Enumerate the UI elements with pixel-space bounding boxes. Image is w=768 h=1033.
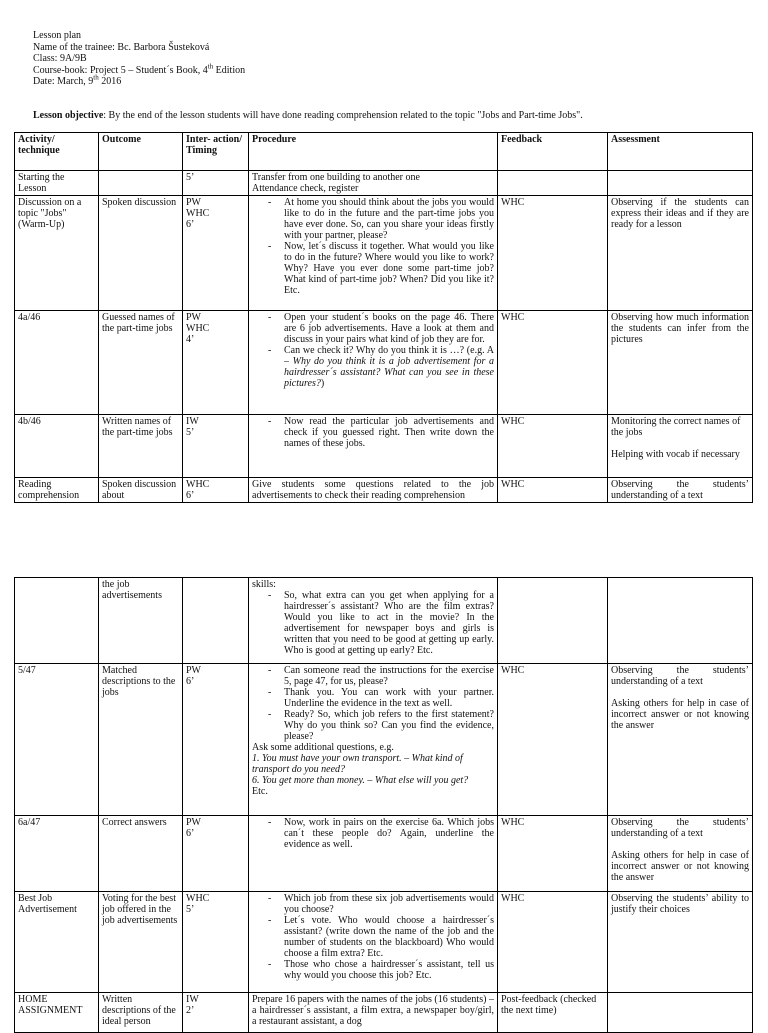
lesson-table-page2 [14, 577, 753, 1033]
cell-outcome: Spoken discussion [99, 196, 183, 311]
cell-assessment: Observing the students’ understanding of a text [608, 478, 753, 503]
cell-outcome: Matched descriptions to the jobs [99, 664, 183, 816]
procedure-bullet: - Can someone read the instructions for the exercise 5, page 47, for us, please? [284, 665, 494, 687]
cell-interaction: 5’ [183, 171, 249, 196]
col-header-interaction: Inter- action/ Timing [183, 133, 249, 171]
procedure-bullet: - Thank you. You can work with your partner. Underline the evidence in the text as well. [284, 687, 494, 709]
cell-outcome [99, 171, 183, 196]
cell-outcome: the job advertisements [99, 578, 183, 664]
col-header-activity: Activity/ technique [15, 133, 99, 171]
cell-interaction: WHC 6’ [183, 478, 249, 503]
cell-assessment: Observing the students’ ability to justify their choices [608, 892, 753, 993]
cell-activity: Starting the Lesson [15, 171, 99, 196]
procedure-bullet: - Can we check it? Why do you think it is …? (e.g. A – Why do you think it is a job advertisement for a hairdresser´s assistant? What can you see in these pictures?) [284, 345, 494, 389]
cell-outcome: Correct answers [99, 816, 183, 892]
cell-assessment [608, 171, 753, 196]
col-header-outcome: Outcome [99, 133, 183, 171]
col-header-procedure: Procedure [249, 133, 498, 171]
cell-assessment: Observing how much information the students can infer from the pictures [608, 311, 753, 415]
cell-procedure [249, 311, 498, 415]
cell-procedure [249, 578, 498, 664]
cell-feedback: WHC [498, 892, 608, 993]
document-title: Lesson plan [33, 30, 82, 41]
class-info: Class: 9A/9B [33, 53, 87, 64]
cell-activity: 4b/46 [15, 415, 99, 478]
procedure-bullet: - Now read the particular job advertisements and check if you guessed right. Then write down the names of these jobs. [284, 416, 494, 449]
procedure-bullet: - Those who chose a hairdresser´s assistant, tell us why would you choose this job? Etc. [284, 959, 494, 981]
procedure-bullet: - Open your student´s books on the page 46. There are 6 job advertisements. Have a look at them and discuss in your pairs what kind of job they are for. [284, 312, 494, 345]
cell-procedure [249, 196, 498, 311]
table-row [15, 578, 753, 664]
cell-interaction: PW WHC 6’ [183, 196, 249, 311]
cell-activity: 5/47 [15, 664, 99, 816]
table-header-row [15, 133, 753, 171]
table-row [15, 892, 753, 993]
cell-activity: Best Job Advertisement [15, 892, 99, 993]
cell-feedback [498, 171, 608, 196]
cell-assessment [608, 578, 753, 664]
cell-procedure: Give students some questions related to the job advertisements to check their reading comprehension [249, 478, 498, 503]
cell-procedure: Transfer from one building to another one Attendance check, register [249, 171, 498, 196]
cell-interaction: PW WHC 4’ [183, 311, 249, 415]
cell-outcome: Guessed names of the part-time jobs [99, 311, 183, 415]
cell-interaction [183, 578, 249, 664]
procedure-example: 1. You must have your own transport. – What kind of transport do you need? [252, 753, 463, 775]
table-row [15, 196, 753, 311]
cell-interaction: WHC 5’ [183, 892, 249, 993]
lesson-table-page1 [14, 132, 753, 503]
trainee-name: Name of the trainee: Bc. Barbora Šusteková [33, 41, 210, 53]
cell-procedure [249, 816, 498, 892]
cell-assessment: Monitoring the correct names of the jobs Helping with vocab if necessary [608, 415, 753, 478]
objective-text: : By the end of the lesson students will have done reading comprehension related to the topic "Jobs and Part-time Jobs". [103, 110, 583, 121]
objective-label: Lesson objective [33, 110, 104, 121]
procedure-intro: skills: [252, 579, 276, 590]
cell-interaction: IW 2’ [183, 993, 249, 1033]
cell-feedback: WHC [498, 478, 608, 503]
table-row [15, 171, 753, 196]
cell-procedure [249, 664, 498, 816]
lesson-plan-header [33, 30, 753, 88]
cell-outcome: Spoken discussion about [99, 478, 183, 503]
cell-assessment: Observing the students’ understanding of a text Asking others for help in case of incorrect answer or not knowing the answer [608, 816, 753, 892]
cell-activity: 4a/46 [15, 311, 99, 415]
procedure-bullet: - At home you should think about the jobs you would like to do in the future and the part-time jobs you have ever done. So, can you share your ideas firstly with your partner, please? [284, 197, 494, 241]
cell-assessment: Observing the students’ understanding of a text Asking others for help in case of incorrect answer or not knowing the answer [608, 664, 753, 816]
table-row [15, 478, 753, 503]
cell-activity: Reading comprehension [15, 478, 99, 503]
procedure-bullet: - Which job from these six job advertisements would you choose? [284, 893, 494, 915]
cell-interaction: PW 6’ [183, 816, 249, 892]
procedure-bullet: - Now, work in pairs on the exercise 6a. Which jobs can´t these people do? Again, underline the evidence as well. [284, 817, 494, 850]
table-row [15, 993, 753, 1033]
cell-outcome: Voting for the best job offered in the job advertisements [99, 892, 183, 993]
cell-procedure [249, 892, 498, 993]
cell-feedback: Post-feedback (checked the next time) [498, 993, 608, 1033]
cell-assessment: Observing if the students can express their ideas and if they are ready for a lesson [608, 196, 753, 311]
cell-feedback: WHC [498, 311, 608, 415]
procedure-note: Ask some additional questions, e.g. [252, 742, 394, 753]
table-row [15, 816, 753, 892]
cell-feedback: WHC [498, 816, 608, 892]
cell-procedure: Prepare 16 papers with the names of the jobs (16 students) – a hairdresser´s assistant, a film extra, a newspaper boy/girl, a restaurant assistant, a dog [249, 993, 498, 1033]
table-row [15, 311, 753, 415]
procedure-bullet: - Ready? So, which job refers to the first statement? Why do you think so? Can you find the evidence, please? [284, 709, 494, 742]
procedure-bullet: - Now, let´s discuss it together. What would you like to do in the future? Where would you like to work? Why? Have you ever done some part-time job? What kind of part-time job? When? Did you like it? Etc. [284, 241, 494, 296]
cell-outcome: Written descriptions of the ideal person [99, 993, 183, 1033]
cell-activity: Discussion on a topic "Jobs" (Warm-Up) [15, 196, 99, 311]
procedure-bullet: - Let´s vote. Who would choose a hairdresser´s assistant? (write down the name of the job and the number of students on the blackboard) Who would choose a film extra? Etc. [284, 915, 494, 959]
cell-procedure [249, 415, 498, 478]
procedure-example: 6. You get more than money. – What else will you get? [252, 775, 469, 786]
table-row [15, 664, 753, 816]
cell-interaction: IW 5’ [183, 415, 249, 478]
coursebook-info: Course-book: Project 5 – Student´s Book, 4th Edition [33, 62, 246, 76]
table-row [15, 415, 753, 478]
cell-activity [15, 578, 99, 664]
procedure-etc: Etc. [252, 786, 268, 797]
cell-interaction: PW 6’ [183, 664, 249, 816]
cell-feedback: WHC [498, 664, 608, 816]
procedure-bullet: - So, what extra can you get when applying for a hairdresser´s assistant? Who are the film extras? Would you like to act in the movie? In the advertisement for newspaper boys and girls is written that you need to be good at getting up early. Who is good at getting up early? Etc. [284, 590, 494, 656]
col-header-assessment: Assessment [608, 133, 753, 171]
cell-feedback [498, 578, 608, 664]
cell-activity: 6a/47 [15, 816, 99, 892]
cell-assessment [608, 993, 753, 1033]
col-header-feedback: Feedback [498, 133, 608, 171]
cell-activity: HOME ASSIGNMENT [15, 993, 99, 1033]
cell-feedback: WHC [498, 196, 608, 311]
cell-feedback: WHC [498, 415, 608, 478]
date-info: Date: March, 9th 2016 [33, 73, 122, 87]
cell-outcome: Written names of the part-time jobs [99, 415, 183, 478]
lesson-objective [33, 110, 753, 121]
